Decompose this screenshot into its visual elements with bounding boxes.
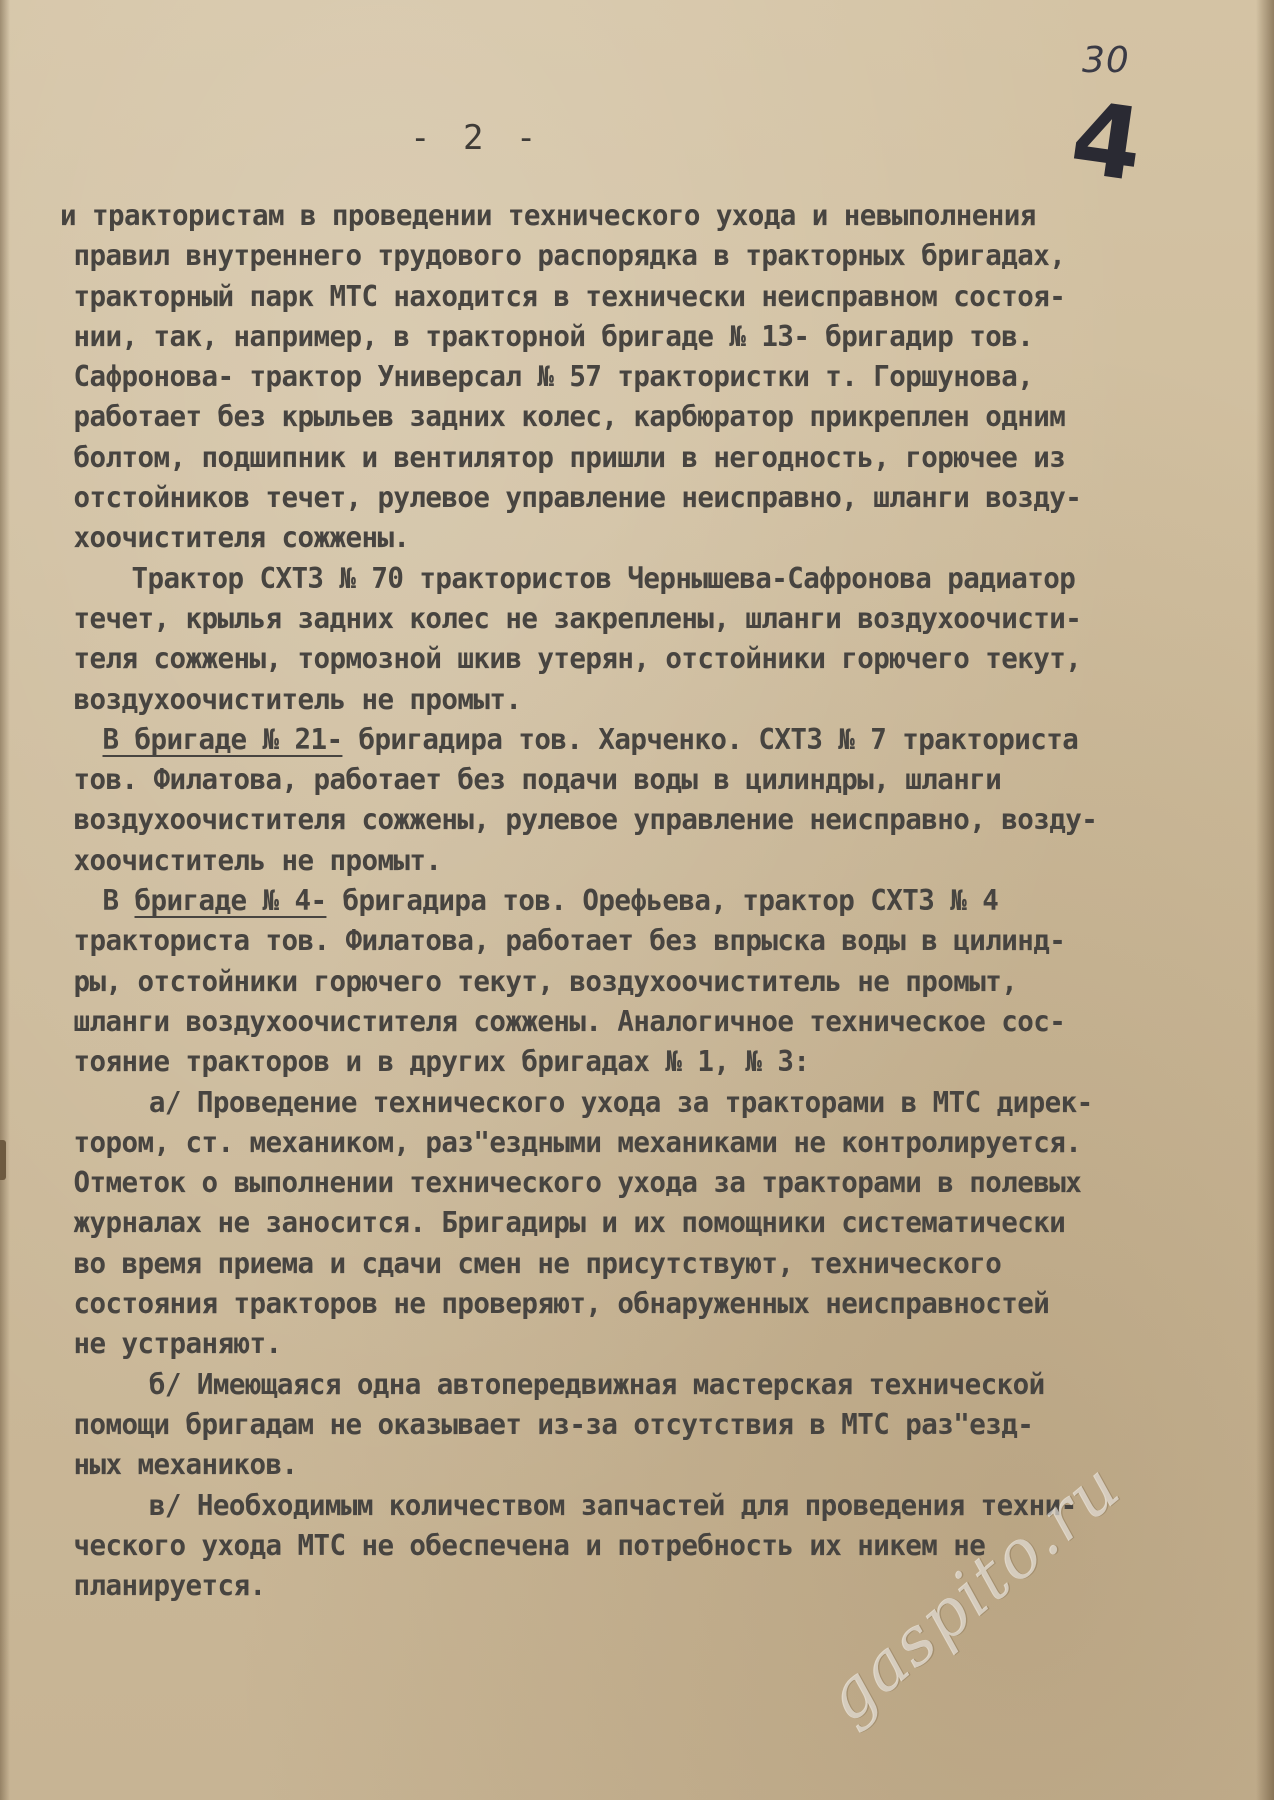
line-text: течет, крылья задних колес не закреплены, шланги воздухоочисти- <box>73 601 1082 635</box>
line-text: хоочиститель не промыт. <box>73 843 442 877</box>
line-text: Отметок о выполнении технического ухода за тракторами в полевых <box>73 1166 1082 1200</box>
text-line <box>60 357 1210 397</box>
text-line <box>60 881 1210 921</box>
line-text: не устраняют. <box>73 1327 282 1361</box>
line-text: отстойников течет, рулевое управление неисправно, шланги возду- <box>73 481 1082 515</box>
line-text: помощи бригадам не оказывает из-за отсутствия в МТС раз"езд- <box>73 1407 1034 1441</box>
line-text: ческого ухода МТС не обеспечена и потребность их никем не <box>73 1528 986 1562</box>
page-number: - 2 - <box>410 118 543 158</box>
text-line <box>60 1203 1210 1243</box>
underlined-heading: В бригаде № 21- <box>102 722 343 756</box>
text-line <box>60 559 1210 599</box>
text-line <box>60 1244 1210 1284</box>
text-line <box>60 921 1210 961</box>
paper-edge-right <box>1256 0 1274 1800</box>
line-text: тором, ст. механиком, раз"ездными механиками не контролируется. <box>73 1125 1082 1159</box>
line-text: в/ Необходимым количеством запчастей для проведения техни- <box>148 1488 1077 1522</box>
line-text: планируется. <box>73 1569 266 1603</box>
text-line <box>60 236 1210 276</box>
archive-sheet-number: 30 <box>1082 40 1130 81</box>
line-text: воздухоочистителя сожжены, рулевое управление неисправно, возду- <box>73 803 1098 837</box>
line-text: и трактористам в проведении технического ухода и невыполнения <box>60 199 1036 232</box>
line-text: тов. Филатова, работает без подачи воды в цилиндры, шланги <box>73 763 1002 797</box>
text-line <box>60 720 1210 760</box>
text-line <box>60 1365 1210 1405</box>
text-line <box>60 397 1210 437</box>
text-line <box>60 680 1210 720</box>
text-line <box>60 760 1210 800</box>
line-text: болтом, подшипник и вентилятор пришли в негодность, горючее из <box>73 440 1066 474</box>
document-body <box>60 196 1250 1606</box>
line-text: правил внутреннего трудового распорядка в тракторных бригадах, <box>73 239 1066 273</box>
line-text: во время приема и сдачи смен не присутствуют, технического <box>73 1246 1002 1280</box>
line-text: тояние тракторов и в других бригадах № 1, № 3: <box>73 1045 810 1079</box>
text-line <box>60 800 1210 840</box>
line-text: шланги воздухоочистителя сожжены. Аналогичное техническое сос- <box>73 1004 1066 1038</box>
line-text: бригадира тов. Орефьева, трактор СХТЗ № 4 <box>326 884 999 918</box>
line-text: бригадира тов. Харченко. СХТЗ № 7 тракториста <box>342 722 1079 756</box>
text-line <box>60 1445 1210 1485</box>
text-line <box>60 1002 1210 1042</box>
underlined-heading: бригаде № 4- <box>134 884 327 918</box>
text-line <box>60 478 1210 518</box>
text-line <box>60 277 1210 317</box>
line-prefix: В <box>102 884 135 918</box>
line-text: нии, так, например, в тракторной бригаде № 13- бригадир тов. <box>73 319 1034 353</box>
text-line <box>60 1083 1210 1123</box>
line-text: Трактор СХТЗ № 70 трактористов Чернышева-Сафронова радиатор <box>131 561 1076 595</box>
line-text: тракториста тов. Филатова, работает без впрыска воды в цилинд- <box>73 924 1066 958</box>
line-text: состояния тракторов не проверяют, обнаруженных неисправностей <box>73 1287 1050 1321</box>
line-text: теля сожжены, тормозной шкив утерян, отстойники горючего текут, <box>73 642 1082 676</box>
line-text: тракторный парк МТС находится в технически неисправном состоя- <box>73 279 1066 313</box>
paper-notch <box>0 1140 6 1180</box>
text-line <box>60 599 1210 639</box>
line-text: работает без крыльев задних колес, карбюратор прикреплен одним <box>73 400 1066 434</box>
text-line <box>60 1405 1210 1445</box>
text-line <box>60 639 1210 679</box>
line-text: б/ Имеющаяся одна автопередвижная мастерская технической <box>148 1367 1045 1401</box>
text-line <box>60 1042 1210 1082</box>
folio-number: 4 <box>1064 78 1150 205</box>
text-line <box>60 317 1210 357</box>
paper-edge-left <box>0 0 10 1800</box>
text-line <box>60 438 1210 478</box>
text-line <box>60 1284 1210 1324</box>
text-line <box>60 841 1210 881</box>
line-text: журналах не заносится. Бригадиры и их помощники систематически <box>73 1206 1066 1240</box>
line-text: а/ Проведение технического ухода за тракторами в МТС дирек- <box>148 1085 1093 1119</box>
text-line <box>60 196 1210 236</box>
line-text: хоочистителя сожжены. <box>73 521 410 555</box>
watermark: gaspito.ru <box>810 1447 1135 1737</box>
line-text: ры, отстойники горючего текут, воздухоочиститель не промыт, <box>73 964 1018 998</box>
line-text: Сафронова- трактор Универсал № 57 трактористки т. Горшунова, <box>73 360 1034 394</box>
text-line <box>60 518 1210 558</box>
line-text: ных механиков. <box>73 1448 298 1482</box>
text-line <box>60 1163 1210 1203</box>
text-line <box>60 1324 1210 1364</box>
text-line <box>60 1123 1210 1163</box>
line-text: воздухоочиститель не промыт. <box>73 682 522 716</box>
text-line <box>60 962 1210 1002</box>
